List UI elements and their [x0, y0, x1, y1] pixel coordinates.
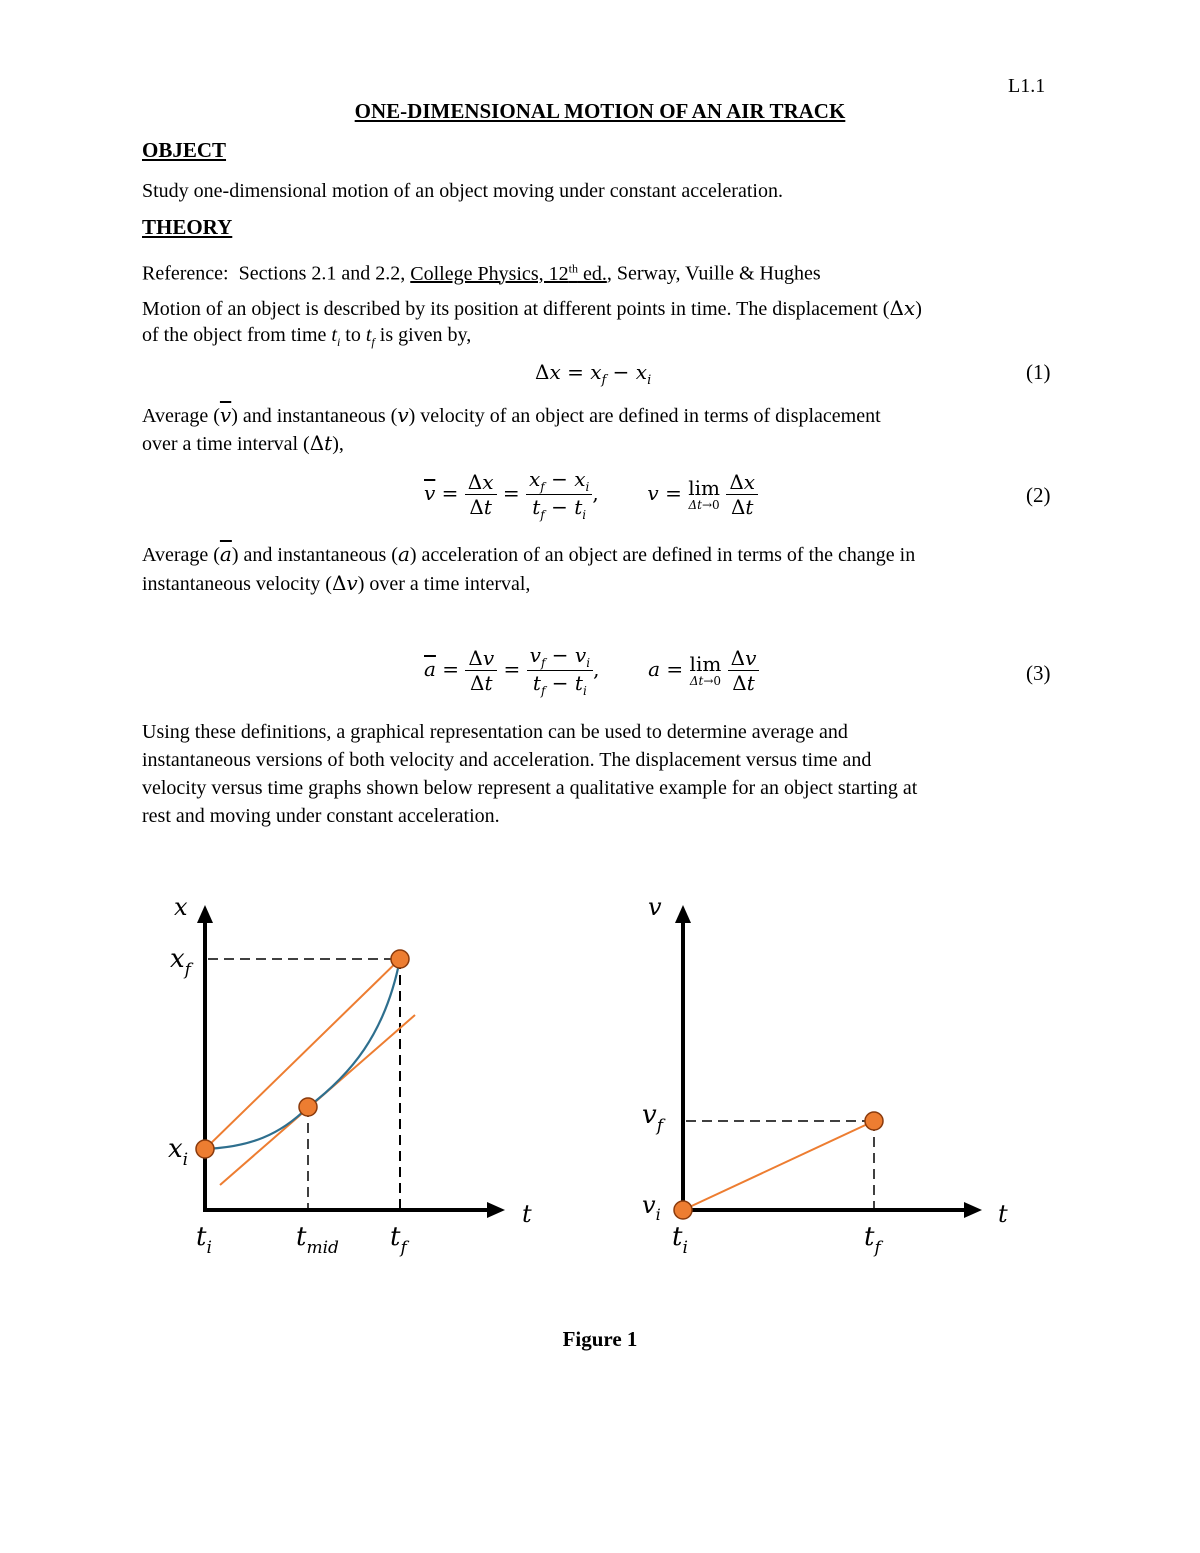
y-axis-label: x	[174, 893, 188, 921]
tf-sub: f	[400, 1238, 407, 1258]
reference-line	[142, 254, 821, 288]
para3-line1: Average $(\overline{a})$ and instantaneous (a) acceleration of an object are defined in terms of the change in	[142, 542, 916, 566]
figure-caption: Figure 1	[562, 1327, 638, 1351]
lim-text-2: lim	[688, 475, 720, 500]
para2-l1b: ) and instantaneous (	[231, 405, 398, 427]
tmid-main: t	[296, 1222, 307, 1252]
vi-main: v	[642, 1191, 656, 1219]
para1-l2c: is given by,	[374, 324, 472, 346]
velocity-line	[683, 1121, 874, 1210]
page-label: L1.1	[1008, 75, 1046, 97]
para2-l1c: ) velocity of an object are defined in terms of displacement	[408, 405, 881, 427]
para4-line: instantaneous versions of both velocity and acceleration. The displacement versus time and	[142, 749, 872, 771]
para2-line1: Average $(\overline{v})$ and instantaneous (v) velocity of an object are defined in terms of displacement	[142, 403, 881, 427]
tf-label	[390, 1222, 409, 1258]
tf-main: t	[390, 1222, 401, 1252]
vi-sub: i	[655, 1205, 661, 1224]
xf-label	[170, 944, 194, 980]
y-axis-arrow-icon	[675, 905, 691, 923]
xi-sub: i	[182, 1150, 189, 1170]
para3-l1c: ) acceleration of an object are defined in terms of the change in	[409, 544, 916, 566]
x-axis-label: t	[998, 1200, 1008, 1228]
equation-1: $\Delta x = x_f - x_i$	[535, 360, 652, 388]
vf-label	[642, 1100, 666, 1136]
xf-main: x	[170, 944, 185, 974]
para1-line2: of the object from time $t_i$ to $t_f$ is given by,	[142, 324, 472, 349]
ti-label	[672, 1222, 688, 1258]
para3-line2: instantaneous velocity (Δv) over a time interval,	[142, 571, 531, 595]
reference-book	[410, 263, 607, 285]
equation-1-number: (1)	[1026, 360, 1051, 384]
ti-main: t	[672, 1222, 683, 1252]
para4-line: Using these definitions, a graphical representation can be used to determine average and	[142, 721, 848, 743]
para3-l2a: instantaneous velocity (	[142, 573, 332, 595]
xi-label	[168, 1134, 188, 1170]
x-axis-arrow-icon	[964, 1202, 982, 1218]
ti-main: t	[196, 1222, 207, 1252]
para2-l2-end: ),	[332, 433, 344, 455]
equation-2-number: (2)	[1026, 483, 1051, 507]
vi-label	[642, 1191, 661, 1224]
equation-3: $\overline{a}$ = $\frac{\Delta v}{\Delta t}$ = $\frac{v_f - v_i}{t_f - t_i}$ , a = lim Δt→0 $\frac{\Delta v}{\Delta t}$	[424, 643, 759, 698]
para2-l1a: Average (	[142, 405, 220, 427]
para3-l1a: Average (	[142, 544, 220, 566]
page-title: ONE-DIMENSIONAL MOTION OF AN AIR TRACK	[354, 99, 846, 123]
ti-sub: i	[682, 1238, 688, 1258]
lim-text-3: lim	[689, 651, 722, 676]
reference-suffix: , Serway, Vuille & Hughes	[606, 262, 821, 285]
para3-l1b: ) and instantaneous (	[231, 544, 398, 566]
reference-sup: th	[568, 261, 578, 275]
reference-book-end: ed.	[577, 262, 607, 285]
para1-l2a: of the object from time	[142, 324, 332, 346]
object-heading: OBJECT	[142, 138, 227, 162]
vf-sub: f	[656, 1116, 663, 1136]
graph-x-vs-t	[150, 885, 550, 1265]
equation-2: $\overline{v}$ = $\frac{\Delta x}{\Delta t}$ = $\frac{x_f - x_i}{t_f - t_i}$ , v = lim Δt→0 $\frac{\Delta x}{\Delta t}$	[424, 467, 758, 522]
tmid-label	[296, 1222, 339, 1258]
theory-heading: THEORY	[142, 215, 233, 239]
tf-label	[864, 1222, 883, 1258]
x-axis-arrow-icon	[487, 1202, 505, 1218]
para4	[142, 718, 1082, 830]
para1-close: )	[915, 298, 922, 320]
point-xf	[391, 950, 409, 968]
equation-3-number: (3)	[1026, 661, 1051, 685]
y-axis-label: v	[648, 893, 662, 921]
y-axis-arrow-icon	[197, 905, 213, 923]
point-mid	[299, 1098, 317, 1116]
para4-line: rest and moving under constant acceleration.	[142, 805, 500, 827]
tf-sub: f	[874, 1238, 881, 1258]
ti-label	[196, 1222, 212, 1258]
object-text: Study one-dimensional motion of an object moving under constant acceleration.	[142, 180, 783, 202]
reference-prefix: Reference: Sections 2.1 and 2.2,	[142, 262, 411, 285]
para2-line2: over a time interval (Δt),	[142, 431, 344, 455]
para3-l2b: ) over a time interval,	[357, 573, 531, 595]
point-vi	[674, 1201, 692, 1219]
graph-v-vs-t	[630, 885, 1030, 1265]
tf-main: t	[864, 1222, 875, 1252]
vf-main: v	[642, 1100, 657, 1130]
secant-line	[205, 954, 405, 1149]
para4-line: velocity versus time graphs shown below represent a qualitative example for an object starting at	[142, 777, 918, 799]
x-axis-label: t	[522, 1200, 532, 1228]
para1-text: Motion of an object is described by its position at different points in time. The displacement (	[142, 298, 890, 320]
xi-main: x	[168, 1134, 183, 1164]
para1-line1: Motion of an object is described by its position at different points in time. The displacement (Δx)	[142, 296, 922, 320]
ti-sub: i	[206, 1238, 212, 1258]
reference-book-title: College Physics, 12	[410, 262, 569, 285]
point-vf	[865, 1112, 883, 1130]
para1-l2b: to	[340, 324, 366, 346]
xf-sub: f	[184, 960, 191, 980]
tmid-sub: mid	[306, 1238, 339, 1258]
para2-l2: over a time interval (	[142, 433, 310, 455]
point-xi	[196, 1140, 214, 1158]
